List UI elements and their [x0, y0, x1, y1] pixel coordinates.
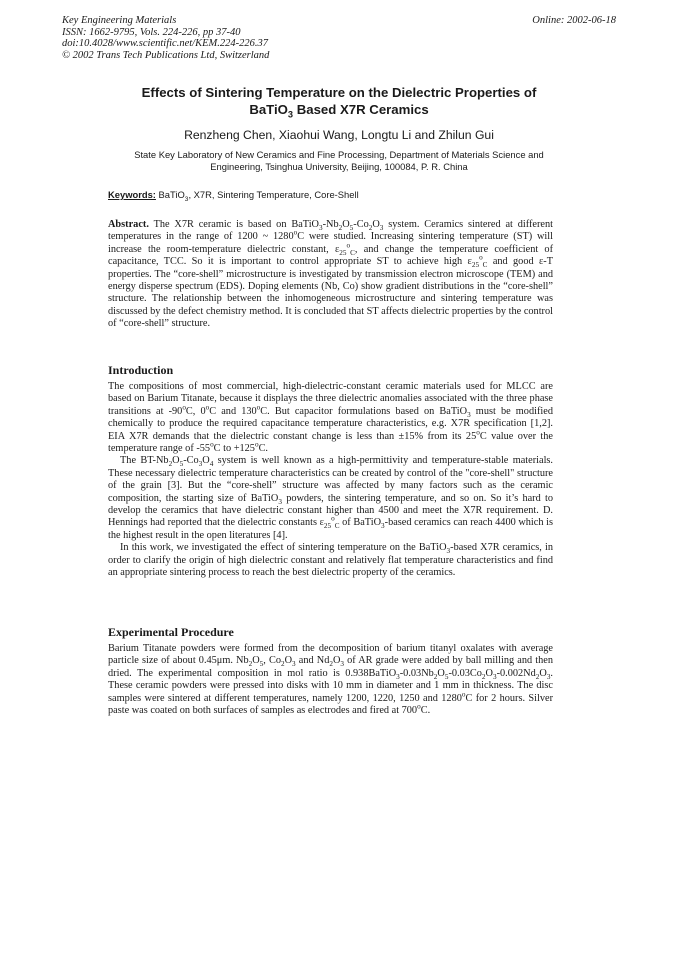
author-list: Renzheng Chen, Xiaohui Wang, Longtu Li and Zhilun Gui [184, 128, 494, 142]
title-line-2: BaTiO$_3$ Based X7R Ceramics [249, 102, 429, 120]
experimental-body [108, 643, 553, 717]
experimental-heading: Experimental Procedure [108, 625, 234, 639]
journal-name: Key Engineering Materials [62, 15, 177, 26]
keywords-label: Keywords: [108, 189, 156, 200]
intro-paragraph-1: The compositions of most commercial, high-dielectric-constant ceramic materials used for MLCC are based on Barium Titanate, because it displays the three dielectric anomalies associated with the three phase transitions at -90$^o$C, 0$^o$C and 130$^o$C. But capacitor formulations based on BaTiO$_3$ must be modified chemically to produce the required capacitance temperature characteristics, e.g. X7R specification [1,2]. EIA X7R demands that the dielectric constant change is less than ±15% from its 25$^o$C value over the temperature range of -55$^o$C to $+125^oC$. [108, 381, 553, 455]
copyright-line: © 2002 Trans Tech Publications Ltd, Switzerland [62, 49, 270, 61]
doi-line: doi:10.4028/www.scientific.net/KEM.224-226.37 [62, 38, 268, 49]
online-date: Online: 2002-06-18 [532, 15, 616, 26]
abstract: Abstract. The X7R ceramic is based on $BaTiO_3-Nb_2O_5-Co_2O_3$ system. Ceramics sintered at different temperatures in the range of 1200 ~ 1280$^o$C were studied. Increasing sintering temperature (ST) will increase the room-temperature dielectric constant, $\varepsilon_{25}^o_C$, and change the temperature coefficient of capacitance, TCC. So it is important to control appropriate ST to achieve high $\varepsilon_{25}^o_C$ and good ε-T properties. The “core-shell” microstructure is investigated by transmission electron microscope (TEM) and energy disperse spectrum (EDS). Doping elements (Nb, Co) show gradient distributions in the “core-shell” structure. The relationship between the inhomogeneous microstructure and sintering temperature was discussed by the defect chemistry method. It is concluded that ST affects dielectric properties by the control of “core-shell” structure. [108, 219, 553, 330]
issn-line: ISSN: 1662-9795, Vols. 224-226, pp 37-40 [62, 26, 241, 38]
introduction-heading: Introduction [108, 363, 174, 377]
introduction-body [108, 381, 553, 580]
paper-title [80, 84, 598, 118]
affiliation: State Key Laboratory of New Ceramics and Fine Processing, Department of Materials Science and Engineering, Tsinghua University, Beijing, 100084, P. R. China [134, 149, 544, 172]
intro-paragraph-2: The $BT-Nb_2O_5-Co_3O_4$ system is well known as a high-permittivity and temperature-stable materials. These necessary dielectric temperature characteristics can be created by control of the "core-shell" structure of the grain [3]. But the “core-shell” structure was affected by many factors such as the ceramic composition, the starting size of BaTiO$_3$ powders, the sintering temperature, and so on. So it’s hard to develop the ceramics that have dielectric constant higher than 4500 and meet the X7R requirement. D. Hennings had reported that the dielectric constants $\varepsilon_{25}^o_C$ of BaTiO$_3$-based ceramics can reach 4400 which is the highest result in the open literatures [4]. [108, 455, 554, 541]
experimental-paragraph-1: Barium Titanate powders were formed from the decomposition of barium titanyl oxalates with average particle size of about 0.45μm. $Nb_2O_5$, $Co_2O_3$ and $Nd_2O_3$ of AR grade were added by ball milling and then dried. The experimental composition in mol ratio is $0.938BaTiO_3-0.03Nb_2O_5-0.03Co_2O_3-0.002Nd_2O_3$. These ceramic powders were pressed into disks with 10 mm in diameter and 1 mm in thickness. The disc samples were sintered at different temperatures, namely 1200, 1220, 1250 and 1280$^o$C for 2 hours. Silver paste was coated on both surfaces of samples as electrodes and fired at 700$^o$C. [108, 643, 553, 717]
keywords: Keywords: BaTiO$_3$, X7R, Sintering Temperature, Core-Shell [108, 189, 359, 203]
intro-paragraph-3: In this work, we investigated the effect of sintering temperature on the BaTiO$_3$-based X7R ceramics, in order to clarify the origin of high dielectric constant and relatively flat temperature characteristics and find an appropriate sintering process to reach the best dielectric property of the ceramics. [108, 542, 553, 579]
abstract-label: Abstract. [108, 219, 149, 230]
title-line-1: Effects of Sintering Temperature on the Dielectric Properties of [141, 85, 537, 100]
journal-header [62, 15, 269, 61]
